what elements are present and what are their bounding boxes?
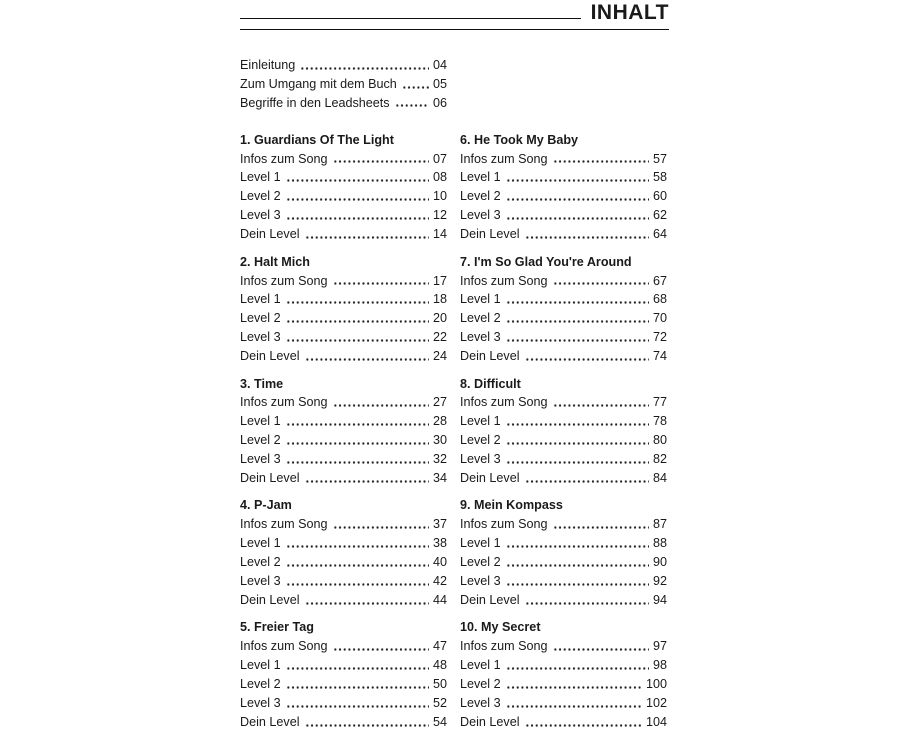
toc-entry (240, 94, 447, 113)
toc-entry (460, 656, 667, 675)
toc-entry (240, 553, 447, 572)
toc-entry-label: Dein Level (460, 592, 520, 607)
toc-entry-page: 08 (432, 170, 447, 185)
dot-leader (506, 309, 649, 328)
dot-leader (402, 75, 429, 94)
toc-entry-page: 87 (652, 517, 667, 532)
dot-leader (286, 187, 429, 206)
toc-entry-label: Dein Level (460, 349, 520, 364)
toc-section-title: 6. He Took My Baby (460, 132, 579, 147)
toc-entry-label: Level 2 (240, 189, 281, 204)
toc-entry-page: 54 (432, 714, 447, 729)
toc-entry (460, 713, 667, 732)
toc-entry-page: 102 (645, 695, 667, 710)
dot-leader (506, 675, 642, 694)
toc-entry-label: Infos zum Song (460, 273, 548, 288)
dot-leader (506, 553, 649, 572)
toc-entry-label: Level 3 (460, 208, 501, 223)
dot-leader (333, 150, 429, 169)
toc-entry-label: Level 1 (240, 536, 281, 551)
toc-entry-page: 14 (432, 227, 447, 242)
toc-entry-label: Level 3 (240, 452, 281, 467)
toc-entry (460, 328, 667, 347)
dot-leader (525, 347, 649, 366)
toc-entry-label: Level 2 (460, 677, 501, 692)
dot-leader (506, 206, 649, 225)
dot-leader (525, 713, 642, 732)
dot-leader (333, 637, 429, 656)
toc-entry-page: 18 (432, 292, 447, 307)
toc-entry-page: 60 (652, 189, 667, 204)
toc-entry (240, 206, 447, 225)
toc-entry (240, 591, 447, 610)
dot-leader (305, 469, 429, 488)
toc-entry-page: 82 (652, 452, 667, 467)
toc-entry-page: 40 (432, 555, 447, 570)
toc-entry (240, 431, 447, 450)
toc-entry (240, 656, 447, 675)
dot-leader (286, 168, 429, 187)
toc-section (460, 618, 667, 731)
toc-entry-page: 30 (432, 433, 447, 448)
toc-section (240, 375, 447, 488)
toc-section-title: 1. Guardians Of The Light (240, 132, 394, 147)
dot-leader (286, 206, 429, 225)
toc-entry (460, 225, 667, 244)
page-title: INHALT (590, 1, 669, 24)
toc-entry-label: Dein Level (240, 471, 300, 485)
toc-entry-label: Level 3 (240, 330, 281, 345)
dot-leader (506, 534, 649, 553)
toc-entry (460, 272, 667, 291)
toc-entry (460, 515, 667, 534)
dot-leader (286, 572, 429, 591)
toc-entry-page: 67 (652, 273, 667, 288)
toc-entry (460, 187, 667, 206)
toc-section (240, 496, 447, 609)
toc-entry (460, 572, 667, 591)
dot-leader (553, 272, 649, 291)
dot-leader (286, 309, 429, 328)
toc-entry (240, 694, 447, 713)
toc-entry-page: 32 (432, 452, 447, 467)
toc-entry (460, 675, 667, 694)
toc-entry (240, 637, 447, 656)
toc-entry-label: Level 1 (460, 536, 501, 551)
toc-section-title: 3. Time (240, 376, 284, 391)
dot-leader (333, 515, 429, 534)
dot-leader (506, 694, 642, 713)
toc-entry-page: 12 (432, 208, 447, 223)
toc-entry-label: Level 3 (460, 330, 501, 345)
toc-entry (240, 534, 447, 553)
dot-leader (286, 450, 429, 469)
dot-leader (305, 591, 429, 610)
dot-leader (286, 431, 429, 450)
dot-leader (300, 56, 429, 75)
toc-entry-label: Level 3 (460, 452, 501, 467)
toc-entry-page: 17 (432, 273, 447, 288)
toc-entry (240, 450, 447, 469)
toc-content (240, 0, 669, 732)
toc-entry-label: Infos zum Song (460, 639, 548, 654)
toc-entry-label: Level 3 (460, 695, 501, 710)
toc-entry (240, 328, 447, 347)
toc-entry-label: Level 1 (460, 414, 501, 429)
toc-entry-page: 07 (432, 151, 447, 166)
toc-entry-label: Level 1 (460, 170, 501, 185)
toc-entry-label: Level 2 (240, 555, 281, 570)
dot-leader (305, 713, 429, 732)
toc-entry (240, 168, 447, 187)
dot-leader (286, 553, 429, 572)
toc-entry-page: 42 (432, 574, 447, 589)
toc-entry-label: Dein Level (240, 592, 300, 607)
toc-entry (460, 150, 667, 169)
toc-entry-label: Level 3 (240, 208, 281, 223)
toc-entry-page: 88 (652, 536, 667, 551)
toc-entry-page: 34 (432, 471, 447, 485)
dot-leader (286, 675, 429, 694)
toc-entry (240, 347, 447, 366)
dot-leader (506, 412, 649, 431)
toc-entry-page: 24 (432, 349, 447, 364)
toc-entry-page: 97 (652, 639, 667, 654)
toc-entry-page: 50 (432, 677, 447, 692)
toc-section-title: 8. Difficult (460, 376, 521, 391)
toc-entry-label: Infos zum Song (240, 517, 328, 532)
toc-entry-page: 62 (652, 208, 667, 223)
toc-section (460, 375, 667, 488)
dot-leader (525, 225, 649, 244)
toc-section (460, 131, 667, 244)
toc-section-title: 4. P-Jam (240, 498, 292, 513)
toc-entry-label: Level 2 (460, 189, 501, 204)
toc-entry (460, 553, 667, 572)
toc-entry-label: Dein Level (460, 227, 520, 242)
toc-entry-page: 92 (652, 574, 667, 589)
toc-entry-label: Dein Level (240, 349, 300, 364)
toc-entry-label: Level 1 (240, 414, 281, 429)
toc-entry-label: Level 3 (240, 574, 281, 589)
toc-entry-label: Einleitung (240, 58, 296, 72)
toc-entry-label: Level 2 (460, 433, 501, 448)
dot-leader (525, 591, 649, 610)
toc-entry-label: Level 3 (240, 695, 281, 710)
toc-entry (240, 713, 447, 732)
toc-entry-label: Level 1 (240, 292, 281, 307)
toc-section (460, 496, 667, 609)
toc-entry-label: Infos zum Song (460, 517, 548, 532)
toc-entry-label: Dein Level (240, 714, 300, 729)
toc-entry-page: 06 (432, 95, 447, 110)
dot-leader (333, 272, 429, 291)
toc-entry (460, 309, 667, 328)
header-rule (240, 18, 581, 19)
toc-entry-page: 52 (432, 695, 447, 710)
toc-entry-page: 80 (652, 433, 667, 448)
toc-entry-page: 37 (432, 517, 447, 532)
toc-entry-label: Zum Umgang mit dem Buch (240, 76, 397, 91)
intro-list (240, 56, 447, 113)
toc-entry (240, 572, 447, 591)
dot-leader (395, 94, 429, 113)
toc-entry-page: 10 (432, 189, 447, 204)
toc-entry-label: Dein Level (460, 714, 520, 729)
toc-entry-label: Infos zum Song (460, 151, 548, 166)
dot-leader (553, 637, 649, 656)
toc-entry-page: 98 (652, 658, 667, 673)
toc-entry (460, 206, 667, 225)
toc-entry-page: 84 (652, 471, 667, 485)
toc-entry-label: Infos zum Song (240, 639, 328, 654)
toc-entry (240, 309, 447, 328)
dot-leader (286, 412, 429, 431)
toc-entry-label: Level 1 (460, 658, 501, 673)
toc-entry (240, 515, 447, 534)
dot-leader (286, 328, 429, 347)
toc-entry (240, 225, 447, 244)
column-right (460, 131, 667, 732)
toc-entry-label: Level 2 (240, 433, 281, 448)
toc-entry (460, 290, 667, 309)
toc-entry (240, 290, 447, 309)
toc-section (240, 253, 447, 366)
toc-entry (240, 675, 447, 694)
toc-entry (460, 534, 667, 553)
dot-leader (333, 393, 429, 412)
toc-entry (240, 56, 447, 75)
toc-entry-page: 64 (652, 227, 667, 242)
toc-entry-label: Dein Level (240, 227, 300, 242)
toc-columns (240, 131, 669, 732)
toc-entry-label: Level 1 (460, 292, 501, 307)
toc-entry-page: 70 (652, 311, 667, 326)
toc-entry-label: Infos zum Song (460, 395, 548, 410)
toc-entry-page: 20 (432, 311, 447, 326)
toc-entry-page: 72 (652, 330, 667, 345)
toc-entry-page: 47 (432, 639, 447, 654)
toc-entry-page: 74 (652, 349, 667, 364)
toc-entry-page: 57 (652, 151, 667, 166)
toc-entry (460, 450, 667, 469)
toc-entry-label: Level 2 (240, 677, 281, 692)
toc-entry-page: 77 (652, 395, 667, 410)
toc-entry (460, 393, 667, 412)
dot-leader (506, 572, 649, 591)
dot-leader (286, 534, 429, 553)
dot-leader (506, 290, 649, 309)
toc-entry (240, 393, 447, 412)
toc-entry-label: Level 2 (240, 311, 281, 326)
toc-entry-label: Infos zum Song (240, 151, 328, 166)
toc-entry-page: 22 (432, 330, 447, 345)
toc-entry (240, 272, 447, 291)
toc-entry-page: 68 (652, 292, 667, 307)
dot-leader (506, 431, 649, 450)
dot-leader (506, 656, 649, 675)
toc-entry-label: Infos zum Song (240, 273, 328, 288)
toc-section-title: 10. My Secret (460, 620, 541, 635)
column-left (240, 131, 447, 732)
toc-entry (460, 637, 667, 656)
toc-entry-page: 27 (432, 395, 447, 410)
toc-entry-page: 78 (652, 414, 667, 429)
toc-entry (240, 75, 447, 94)
toc-entry (460, 347, 667, 366)
toc-entry (460, 469, 667, 488)
toc-entry-label: Level 3 (460, 574, 501, 589)
toc-entry-label: Level 1 (240, 170, 281, 185)
toc-entry-page: 28 (432, 414, 447, 429)
toc-entry (460, 694, 667, 713)
dot-leader (506, 187, 649, 206)
dot-leader (506, 450, 649, 469)
toc-entry-page: 04 (432, 58, 447, 72)
toc-entry (240, 412, 447, 431)
toc-section-title: 2. Halt Mich (240, 254, 310, 269)
toc-entry-page: 104 (645, 714, 667, 729)
toc-entry-label: Level 1 (240, 658, 281, 673)
toc-entry-page: 90 (652, 555, 667, 570)
dot-leader (286, 656, 429, 675)
dot-leader (553, 515, 649, 534)
toc-entry (460, 431, 667, 450)
toc-entry-label: Level 2 (460, 311, 501, 326)
toc-entry-page: 48 (432, 658, 447, 673)
dot-leader (525, 469, 649, 488)
toc-entry-page: 100 (645, 677, 667, 692)
toc-entry-label: Level 2 (460, 555, 501, 570)
dot-leader (506, 168, 649, 187)
dot-leader (286, 290, 429, 309)
dot-leader (286, 694, 429, 713)
dot-leader (553, 150, 649, 169)
toc-section-title: 5. Freier Tag (240, 620, 314, 635)
toc-entry-page: 58 (652, 170, 667, 185)
toc-entry (240, 187, 447, 206)
dot-leader (305, 347, 429, 366)
toc-entry (460, 412, 667, 431)
toc-entry-label: Dein Level (460, 471, 520, 485)
toc-section-title: 9. Mein Kompass (460, 498, 563, 513)
dot-leader (506, 328, 649, 347)
toc-entry-page: 38 (432, 536, 447, 551)
toc-entry-page: 44 (432, 592, 447, 607)
toc-entry-label: Begriffe in den Leadsheets (240, 95, 390, 110)
toc-section (460, 253, 667, 366)
page-header (240, 0, 669, 30)
toc-section (240, 131, 447, 244)
toc-entry (240, 469, 447, 488)
toc-entry-label: Infos zum Song (240, 395, 328, 410)
toc-entry (240, 150, 447, 169)
toc-section-title: 7. I'm So Glad You're Around (460, 254, 632, 269)
toc-entry-page: 94 (652, 592, 667, 607)
toc-entry (460, 168, 667, 187)
dot-leader (553, 393, 649, 412)
toc-entry-page: 05 (432, 76, 447, 91)
toc-entry (460, 591, 667, 610)
dot-leader (305, 225, 429, 244)
toc-section (240, 618, 447, 731)
